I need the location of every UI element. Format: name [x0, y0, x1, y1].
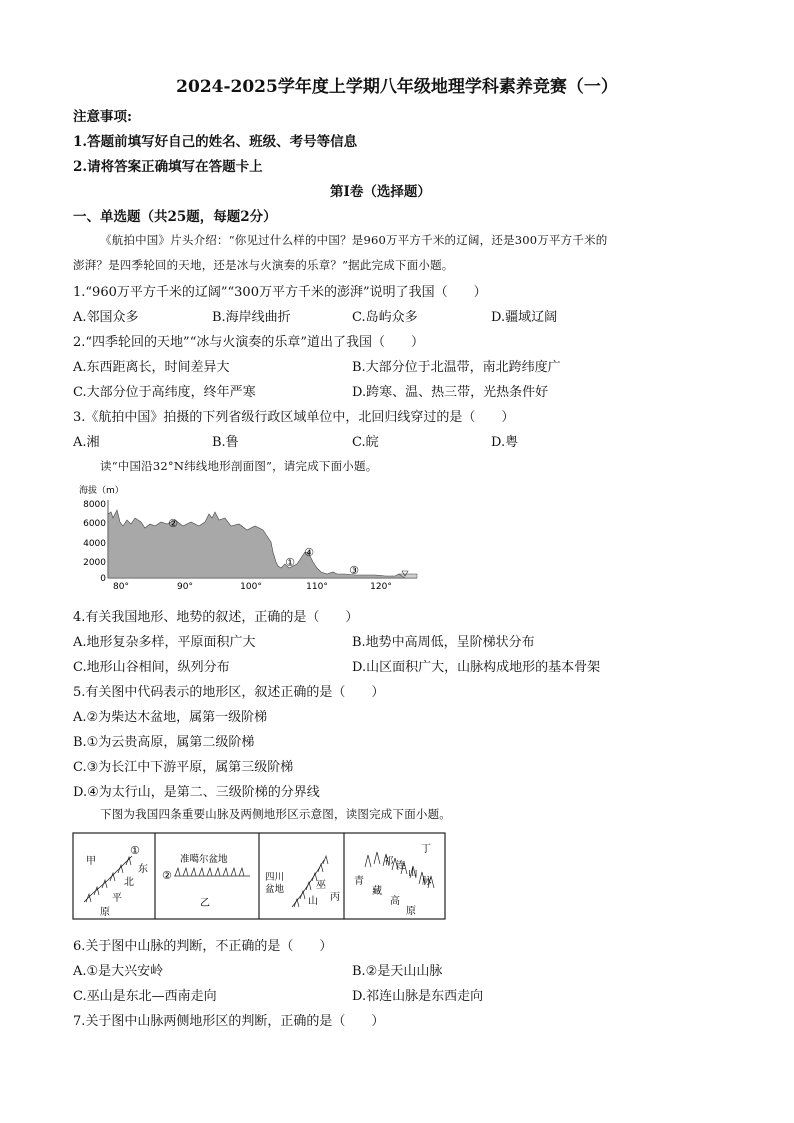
profile-marker-3: ③	[349, 564, 359, 577]
profile-y-axis-label: 海拔（m）	[79, 486, 124, 496]
question-5-option-b: B.①为云贵高原，属第二级阶梯	[73, 735, 255, 750]
label-jia: 甲	[86, 856, 96, 867]
label-sichuan: 四川	[265, 872, 285, 883]
profile-y-tick: 4000	[83, 539, 106, 549]
question-5-option-a: A.②为柴达木盆地，属第一级阶梯	[73, 710, 268, 725]
profile-marker-4: ④	[304, 546, 314, 559]
profile-y-tick: 6000	[83, 519, 106, 529]
profile-x-tick: 90°	[177, 582, 193, 592]
question-3-option-b: B.鲁	[212, 435, 239, 450]
question-2-option-b: B.大部分位于北温带，南北跨纬度广	[352, 360, 561, 375]
question-5-option-c: C.③为长江中下游平原，属第三级阶梯	[73, 760, 294, 775]
intro-paragraph-line-1: 《航拍中国》片头介绍：“你见过什么样的中国？是960万平方千米的辽阔，还是300万平方千米的	[100, 233, 608, 247]
label-ping: 平	[112, 893, 122, 904]
question-6-option-c: C.巫山是东北—西南走向	[73, 989, 217, 1004]
profile-x-tick: 80°	[113, 582, 129, 592]
label-yi: 乙	[200, 898, 210, 909]
label-gao: 高	[390, 896, 400, 907]
label-qi: 祁	[384, 856, 394, 867]
question-2-option-a: A.东西距离长，时间差异大	[73, 360, 230, 375]
label-dong: 东	[138, 864, 148, 875]
question-1-option-a: A.邻国众多	[73, 310, 139, 325]
profile-marker-1: ①	[285, 556, 295, 569]
question-1-option-c: C.岛屿众多	[352, 310, 418, 325]
question-3-option-a: A.湘	[73, 435, 100, 450]
label-ding: 丁	[421, 844, 431, 855]
question-4-stem: 4.有关我国地形、地势的叙述，正确的是（ ）	[73, 610, 359, 625]
question-4-option-a: A.地形复杂多样，平原面积广大	[73, 635, 256, 650]
label-junggar-basin: 准噶尔盆地	[180, 854, 228, 865]
profile-y-tick: 0	[100, 574, 106, 584]
question-4-option-b: B.地势中高周低，呈阶梯状分布	[352, 635, 535, 650]
question-6-option-a: A.①是大兴安岭	[73, 964, 164, 979]
label-mountain-2: ②	[162, 869, 172, 882]
profile-x-tick: 110°	[306, 582, 328, 592]
exam-title: 2024-2025学年度上学期八年级地理学科素养竞赛（一）	[176, 77, 618, 97]
question-4-option-c: C.地形山谷相间，纵列分布	[73, 660, 230, 675]
part-title: 第Ⅰ卷（选择题）	[330, 184, 431, 200]
label-bing: 丙	[330, 892, 340, 903]
question-5-option-d: D.④为太行山，是第二、三级阶梯的分界线	[73, 785, 320, 800]
label-mai: 脉	[422, 876, 432, 887]
question-3-option-d: D.粤	[491, 435, 519, 450]
profile-y-tick: 8000	[83, 500, 106, 510]
question-1-option-b: B.海岸线曲折	[212, 310, 291, 325]
label-lian: 连	[396, 860, 406, 871]
question-2-option-c: C.大部分位于高纬度，终年严寒	[73, 385, 256, 400]
question-5-stem: 5.有关图中代码表示的地形区，叙述正确的是（ ）	[73, 685, 385, 700]
question-3-option-c: C.皖	[352, 435, 379, 450]
label-shan-3: 山	[308, 896, 318, 907]
question-6-option-d: D.祁连山脉是东西走向	[352, 989, 484, 1004]
label-bei: 北	[124, 877, 134, 888]
question-4-option-d: D.山区面积广大，山脉构成地形的基本骨架	[352, 660, 601, 675]
label-basin: 盆地	[265, 884, 285, 895]
question-3-stem: 3.《航拍中国》拍摄的下列省级行政区域单位中，北回归线穿过的是（ ）	[73, 410, 515, 425]
mountain-figure-intro: 下图为我国四条重要山脉及两侧地形区示意图，读图完成下面小题。	[100, 807, 451, 821]
label-yuan-4: 原	[406, 906, 416, 917]
section-title: 一、单选题（共25题，每题2分）	[73, 209, 277, 225]
label-shan-4: 山	[408, 868, 418, 879]
terrain-profile-area	[108, 510, 405, 578]
question-1-option-d: D.疆域辽阔	[491, 310, 558, 325]
question-1-stem: 1.“960万平方千米的辽阔”“300万平方千米的澎湃”说明了我国（ ）	[73, 285, 487, 300]
question-2-stem: 2.“四季轮回的天地”“冰与火演奏的乐章”道出了我国（ ）	[73, 335, 424, 350]
label-wu: 巫	[316, 880, 326, 891]
question-2-option-d: D.跨寒、温、热三带，光热条件好	[352, 385, 549, 400]
profile-marker-2: ②	[168, 517, 178, 530]
question-6-stem: 6.关于图中山脉的判断，不正确的是（ ）	[73, 939, 333, 954]
profile-intro: 读“中国沿32°N纬线地形剖面图”，请完成下面小题。	[100, 459, 378, 473]
label-yuan: 原	[100, 907, 110, 918]
profile-y-tick: 2000	[83, 558, 106, 568]
label-mountain-1: ①	[130, 844, 140, 857]
profile-x-tick: 100°	[240, 582, 262, 592]
label-zang: 藏	[372, 886, 382, 897]
question-7-stem: 7.关于图中山脉两侧地形区的判断，正确的是（ ）	[73, 1014, 385, 1029]
notice-item-1: 1.答题前填写好自己的姓名、班级、考号等信息	[73, 134, 358, 150]
terrain-profile-figure	[75, 482, 420, 594]
profile-x-tick: 120°	[370, 582, 392, 592]
question-6-option-b: B.②是天山山脉	[352, 964, 443, 979]
notice-heading: 注意事项:	[73, 109, 132, 125]
notice-item-2: 2.请将答案正确填写在答题卡上	[73, 159, 263, 175]
label-qing: 青	[354, 876, 364, 887]
intro-paragraph-line-2: 澎湃？是四季轮回的天地，还是冰与火演奏的乐章？”据此完成下面小题。	[73, 258, 454, 272]
mountain-ranges-figure	[72, 832, 447, 922]
